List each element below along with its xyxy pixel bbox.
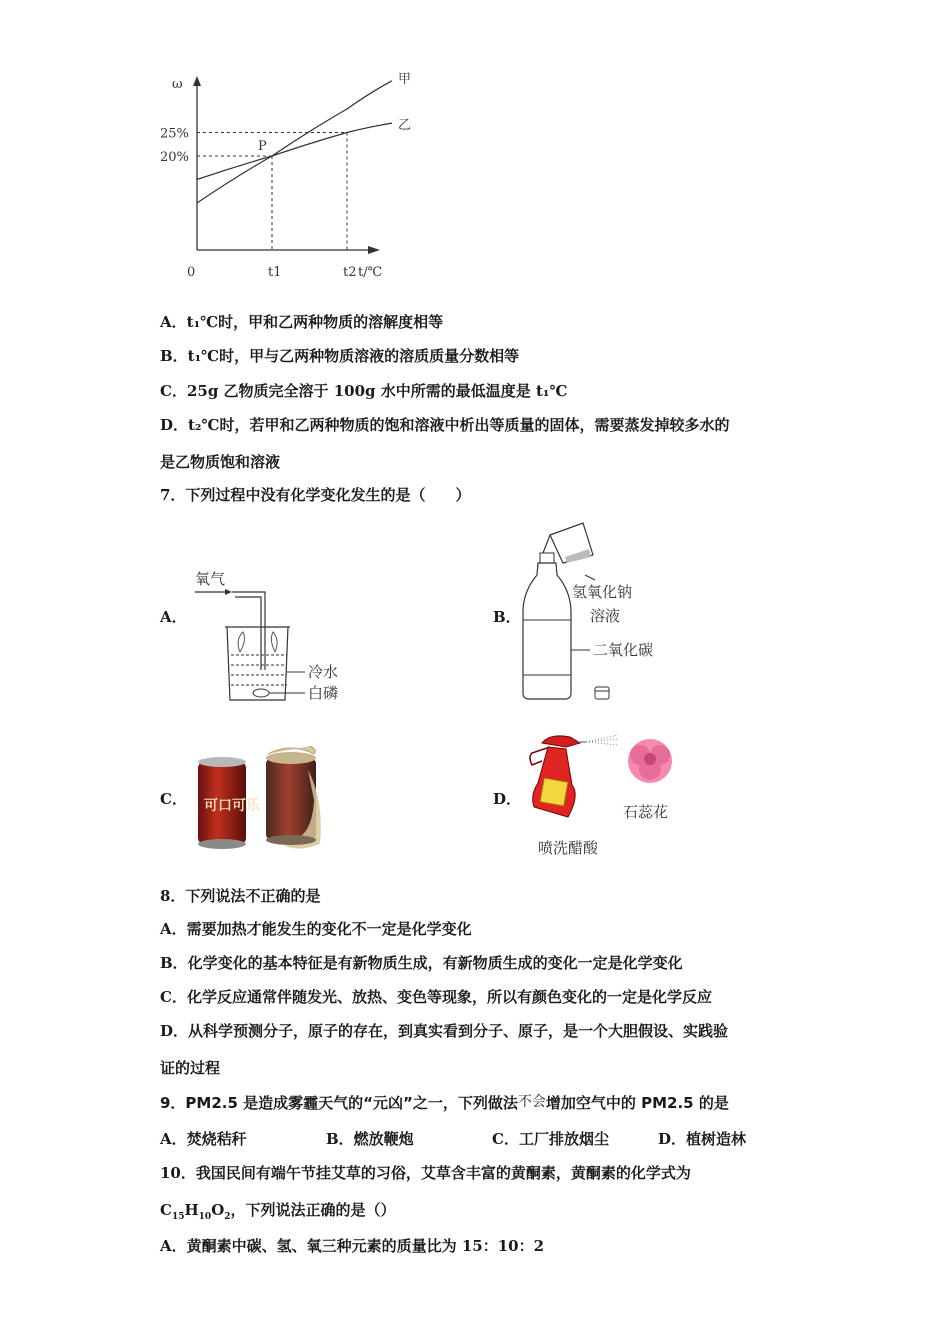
q9-stem-emphasis: 不会 [517,1094,546,1110]
q8-option-d-line1: D．从科学预测分子，原子的存在，到真实看到分子、原子，是一个大胆假设、实践验 [160,1022,729,1040]
series-line-2 [197,123,392,179]
formula-o-sub: 2 [224,1212,231,1222]
q8-option-c: C．化学反应通常伴随发光、放热、变色等现象，所以有颜色变化的一定是化学反应 [160,988,712,1006]
intersection-point-label: P [258,139,267,154]
q6-option-d-line1: D．t₂℃时，若甲和乙两种物质的饱和溶液中析出等质量的固体，需要蒸发掉较多水的 [160,416,730,434]
q10-option-a: A．黄酮素中碳、氢、氧三种元素的质量比为 15：10：2 [160,1237,545,1255]
q8-stem: 8．下列说法不正确的是 [160,887,321,905]
formula-o: O [211,1201,225,1219]
q10-stem-rest: ，下列说法正确的是（） [230,1201,396,1219]
co2-label: 二氧化碳 [593,641,654,659]
q8-option-a: A．需要加热才能发生的变化不一定是化学变化 [160,920,472,938]
flower-icon [628,739,672,783]
x-tick-1: t1 [268,265,282,280]
q6-option-d-line2: 是乙物质饱和溶液 [160,453,281,471]
y-axis-label: ω [172,77,183,92]
solution-label: 溶液 [590,607,621,625]
series-label-1: 甲 [398,71,412,87]
white-phosphorus-label: 白磷 [308,684,339,702]
formula-c: C [160,1201,172,1219]
litmus-flower-label: 石蕊花 [623,803,669,821]
q9-option-c: C．工厂排放烟尘 [492,1130,609,1148]
q6-option-a: A．t₁℃时，甲和乙两种物质的溶解度相等 [160,313,444,331]
formula-h: H [184,1201,199,1219]
formula-h-sub: 10 [198,1212,212,1222]
q7-figure-a-phosphorus-beaker [185,560,365,710]
q6-option-b: B．t₁℃时，甲与乙两种物质溶液的溶质质量分数相等 [160,347,520,365]
q7-option-c-label: C． [160,790,187,808]
spray-acetic-acid-label: 喷洗醋酸 [538,839,599,857]
x-axis-arrow [368,246,380,254]
solubility-chart [150,70,412,285]
series-line-1 [197,81,392,203]
q9-option-b: B．燃放鞭炮 [326,1130,414,1148]
q8-option-d-line2: 证的过程 [160,1059,221,1077]
cold-water-label: 冷水 [308,663,339,681]
q7-figure-b-bottle [515,515,690,705]
naoh-label: 氢氧化钠 [572,583,633,601]
q10-stem-line1: 10．我国民间有端午节挂艾草的习俗，艾草含丰富的黄酮素，黄酮素的化学式为 [160,1164,691,1182]
q7-figure-d-spray-flower [520,725,690,865]
x-tick-2: t2 [343,265,357,280]
q9-stem-part2: 增加空气中的 PM2.5 的是 [545,1094,729,1112]
y-tick-20: 20% [160,150,189,165]
can-brand-text: 可口可乐 [204,798,260,814]
y-axis-arrow [193,76,201,86]
q10-stem-line2 [160,1199,396,1222]
q9-stem-part1: 9．PM2.5 是造成雾霾天气的“元凶”之一，下列做法 [160,1094,518,1112]
q7-option-b-label: B． [493,608,521,626]
series-label-2: 乙 [398,118,412,134]
q7-stem: 7．下列过程中没有化学变化发生的是（ ） [160,486,471,504]
oxygen-label: 氧气 [195,570,226,588]
q8-option-b: B．化学变化的基本特征是有新物质生成，有新物质生成的变化一定是化学变化 [160,954,683,972]
q7-figure-c-cans [190,740,340,855]
q7-option-a-label: A． [160,608,187,626]
q9-option-a: A．焚烧秸秆 [160,1130,247,1148]
q9-option-d: D．植树造林 [658,1130,747,1148]
q6-option-c: C．25g 乙物质完全溶于 100g 水中所需的最低温度是 t₁℃ [160,382,568,400]
formula-c-sub: 15 [171,1212,185,1222]
origin-label: 0 [187,265,196,280]
x-axis-label: t/℃ [358,265,383,280]
q9-stem [160,1091,729,1113]
q7-option-d-label: D． [493,790,522,808]
y-tick-25: 25% [160,126,189,142]
